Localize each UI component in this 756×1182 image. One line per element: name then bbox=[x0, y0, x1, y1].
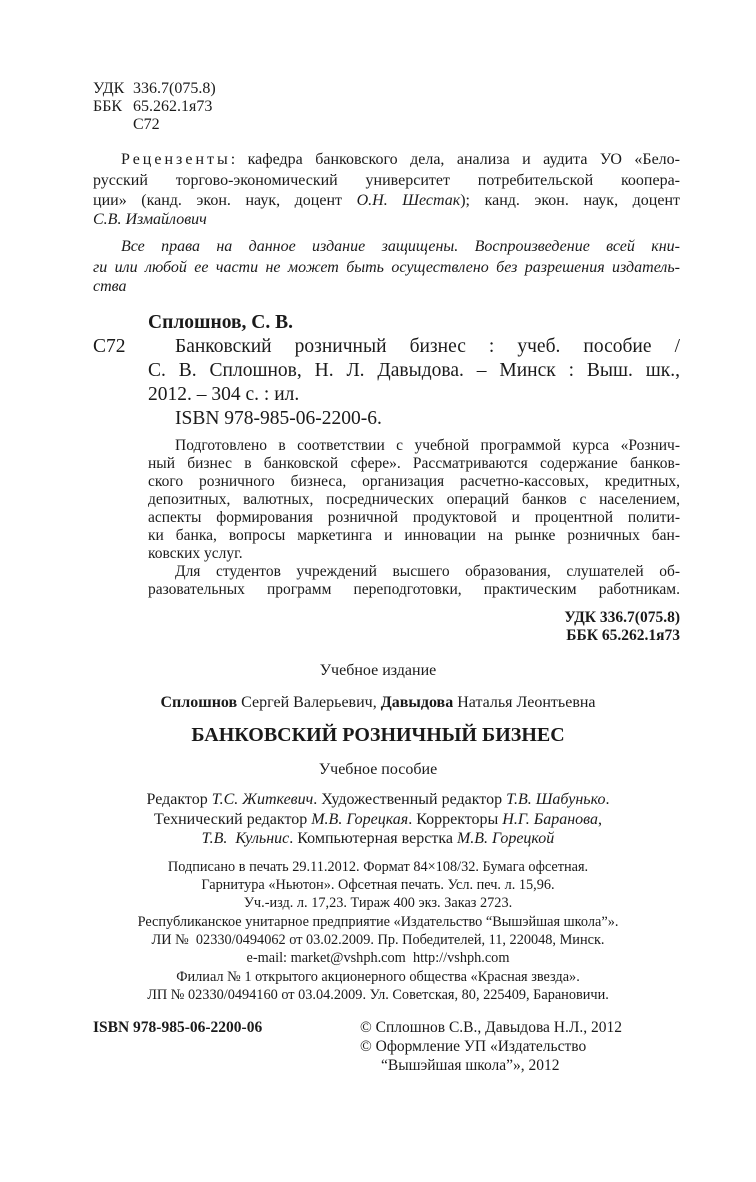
annotation-line-2: ный бизнес в банковской сфере». Рассматриваются содержание банков- bbox=[148, 455, 680, 472]
copyright-line-1: © Сплошнов С.В., Давыдова Н.Л., 2012 bbox=[360, 1019, 623, 1036]
bbk-label: ББК bbox=[93, 98, 123, 115]
imprint-line-3: Уч.-изд. л. 17,23. Тираж 400 экз. Заказ 2723. bbox=[243, 895, 513, 911]
credits-line-2: Технический редактор М.В. Горецкая. Корректоры Н.Г. Баранова, bbox=[154, 811, 602, 828]
imprint-line-4: Республиканское унитарное предприятие «Издательство “Вышэйшая школа”». bbox=[137, 914, 619, 930]
imprint-line-7: Филиал № 1 открытого акционерного общества «Красная звезда». bbox=[176, 969, 580, 985]
bib-line-1: Банковский розничный бизнес : учеб. пособие / bbox=[175, 336, 680, 357]
authors-full: Сплошнов Сергей Валерьевич, Давыдова Наталья Леонтьевна bbox=[160, 694, 596, 711]
imprint-line-1: Подписано в печать 29.11.2012. Формат 84×108/32. Бумага офсетная. bbox=[167, 859, 589, 875]
reviewers-line-3: ции» (канд. экон. наук, доцент О.Н. Шестак); канд. экон. наук, доцент bbox=[93, 192, 681, 209]
annotation-line-8: Для студентов учреждений высшего образования, слушателей об- bbox=[175, 563, 680, 580]
reviewer-name-1: О.Н. Шестак bbox=[356, 192, 461, 209]
copyright-line-3: “Вышэйшая школа”», 2012 bbox=[381, 1057, 560, 1074]
bbk-line bbox=[93, 98, 213, 115]
bib-isbn: ISBN 978-985-06-2200-6. bbox=[175, 408, 382, 429]
udk-value: 336.7(075.8) bbox=[133, 80, 216, 97]
bib-line-3: 2012. – 304 с. : ил. bbox=[148, 384, 300, 405]
imprint-line-6: e-mail: market@vshph.com http://vshph.com bbox=[246, 950, 510, 966]
index-bbk-right: ББК 65.262.1я73 bbox=[566, 627, 680, 644]
annotation-line-5: аспекты формирования розничной продуктовой и процентной полити- bbox=[148, 509, 680, 526]
imprint-line-5: ЛИ № 02330/0494062 от 03.02.2009. Пр. Победителей, 11, 220048, Минск. bbox=[151, 932, 605, 948]
reviewers-line-2: русский торгово-экономический университет потребительской коопера- bbox=[93, 172, 680, 189]
rights-line-2: ги или любой ее части не может быть осуществлено без разрешения издатель- bbox=[93, 259, 680, 276]
edition-type: Учебное издание bbox=[319, 662, 437, 679]
rights-line-1: Все права на данное издание защищены. Воспроизведение всей кни- bbox=[121, 238, 680, 255]
annotation-line-3: ского розничного бизнеса, организация расчетно-кассовых, кредитных, bbox=[148, 473, 680, 490]
udk-label: УДК bbox=[93, 80, 125, 97]
index-udk-right: УДК 336.7(075.8) bbox=[564, 609, 680, 626]
bib-mark: С72 bbox=[93, 336, 126, 357]
reviewers-line-1: Рецензенты: кафедра банковского дела, анализа и аудита УО «Бело- bbox=[121, 151, 680, 168]
imprint-line-2: Гарнитура «Ньютон». Офсетная печать. Усл. печ. л. 15,96. bbox=[201, 877, 555, 893]
reviewers-line-4: С.В. Измайлович bbox=[93, 211, 207, 228]
rights-line-3: ства bbox=[93, 278, 127, 295]
annotation-line-9: разовательных программ переподготовки, практическим работникам. bbox=[148, 581, 680, 598]
bib-author-heading: Сплошнов, С. В. bbox=[148, 312, 293, 333]
annotation-line-6: ки банка, вопросы маркетинга и инновации на рынке розничных бан- bbox=[148, 527, 680, 544]
copyright-line-2: © Оформление УП «Издательство bbox=[360, 1038, 587, 1055]
reviewers-label: Рецензенты bbox=[121, 151, 231, 168]
imprint-line-8: ЛП № 02330/0494160 от 03.04.2009. Ул. Советская, 80, 225409, Барановичи. bbox=[147, 987, 609, 1003]
annotation-line-4: депозитных, валютных, посреднических операций банков с населением, bbox=[148, 491, 680, 508]
annotation-line-7: ковских услуг. bbox=[148, 545, 243, 562]
annotation-line-1: Подготовлено в соответствии с учебной программой курса «Рознич- bbox=[175, 437, 680, 454]
book-title: БАНКОВСКИЙ РОЗНИЧНЫЙ БИЗНЕС bbox=[191, 724, 565, 746]
bbk-value: 65.262.1я73 bbox=[133, 98, 213, 115]
book-subtitle: Учебное пособие bbox=[318, 761, 438, 778]
isbn-bottom: ISBN 978-985-06-2200-06 bbox=[93, 1019, 263, 1036]
credits-line-3: Т.В. Кульнис. Компьютерная верстка М.В. Горецкой bbox=[201, 830, 555, 847]
udk-line bbox=[93, 80, 216, 97]
bib-line-2: С. В. Сплошнов, Н. Л. Давыдова. – Минск : Выш. шк., bbox=[148, 360, 680, 381]
author-mark: С72 bbox=[133, 116, 160, 133]
credits-line-1: Редактор Т.С. Житкевич. Художественный редактор Т.В. Шабунько. bbox=[146, 791, 610, 808]
